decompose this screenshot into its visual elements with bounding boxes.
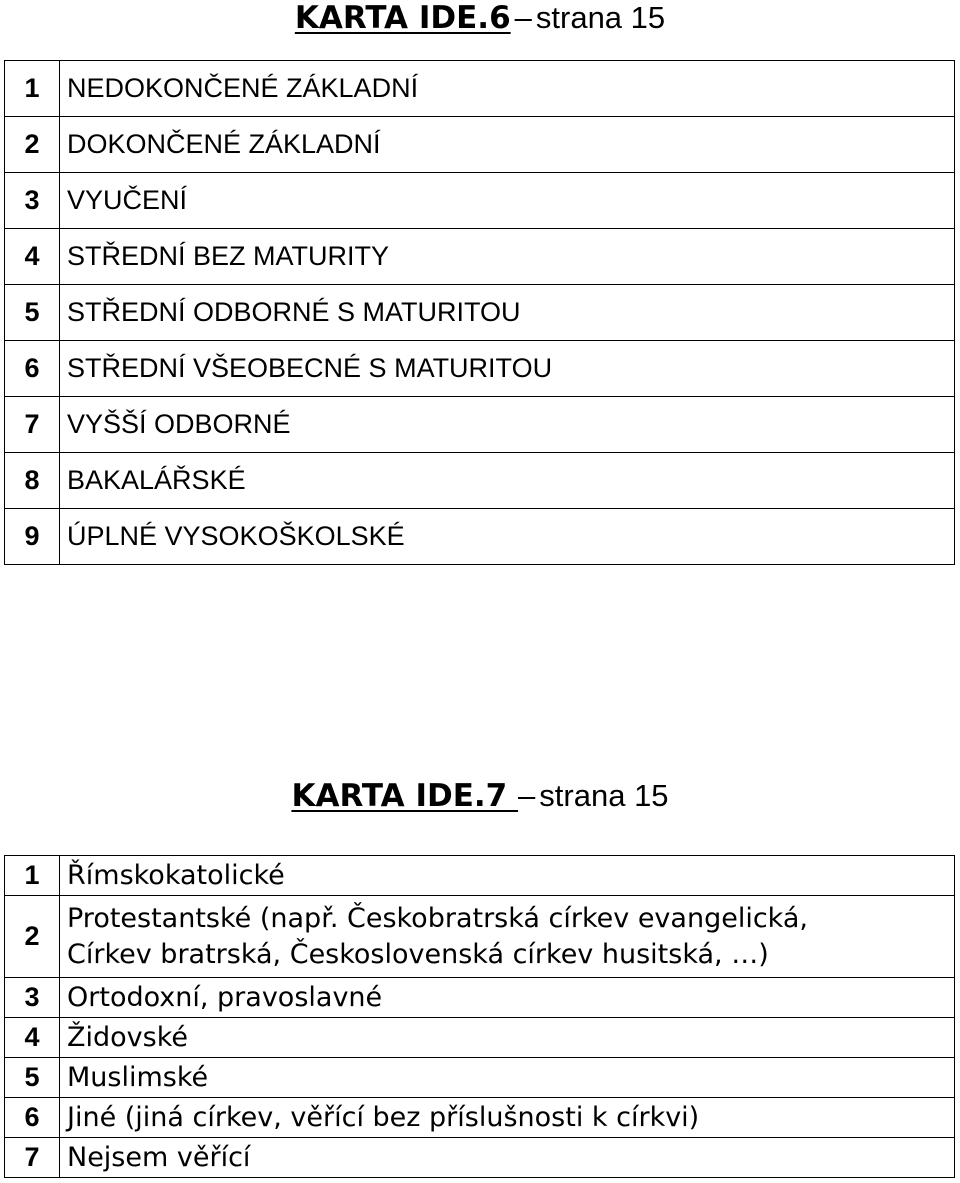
option-label: VYUČENÍ bbox=[60, 173, 955, 229]
option-label: STŘEDNÍ ODBORNÉ S MATURITOU bbox=[60, 285, 955, 341]
option-number: 1 bbox=[5, 61, 60, 117]
option-label: STŘEDNÍ VŠEOBECNÉ S MATURITOU bbox=[60, 341, 955, 397]
card-ide6-title bbox=[0, 0, 960, 36]
table-row bbox=[5, 1018, 955, 1058]
table-row bbox=[5, 509, 955, 565]
option-number: 4 bbox=[5, 1018, 60, 1058]
card-ide7-label: KARTA IDE.7 bbox=[291, 778, 519, 814]
option-label: VYŠŠÍ ODBORNÉ bbox=[60, 397, 955, 453]
option-label: ÚPLNÉ VYSOKOŠKOLSKÉ bbox=[60, 509, 955, 565]
option-number: 2 bbox=[5, 117, 60, 173]
option-number: 9 bbox=[5, 509, 60, 565]
option-label: Nejsem věřící bbox=[60, 1138, 955, 1178]
table-row bbox=[5, 229, 955, 285]
option-number: 6 bbox=[5, 1098, 60, 1138]
table-row bbox=[5, 1138, 955, 1178]
option-label bbox=[60, 896, 955, 978]
option-label-line-2: Církev bratrská, Československá církev husitská, …) bbox=[67, 938, 769, 970]
table-row bbox=[5, 285, 955, 341]
card-ide6-label: KARTA IDE.6 bbox=[294, 0, 511, 36]
option-label: Římskokatolické bbox=[60, 856, 955, 896]
table-row bbox=[5, 61, 955, 117]
table-row bbox=[5, 117, 955, 173]
option-label: NEDOKONČENÉ ZÁKLADNÍ bbox=[60, 61, 955, 117]
table-row bbox=[5, 896, 955, 978]
table-row bbox=[5, 341, 955, 397]
option-label: Muslimské bbox=[60, 1058, 955, 1098]
table-row bbox=[5, 453, 955, 509]
card-ide7-title bbox=[0, 778, 960, 814]
option-label: Židovské bbox=[60, 1018, 955, 1058]
option-number: 5 bbox=[5, 1058, 60, 1098]
option-number: 7 bbox=[5, 1138, 60, 1178]
option-label: STŘEDNÍ BEZ MATURITY bbox=[60, 229, 955, 285]
table-row bbox=[5, 1098, 955, 1138]
option-number: 1 bbox=[5, 856, 60, 896]
table-row bbox=[5, 1058, 955, 1098]
option-label: Ortodoxní, pravoslavné bbox=[60, 978, 955, 1018]
table-row bbox=[5, 856, 955, 896]
option-label-line-1: Protestantské (např. Českobratrská církev evangelická, bbox=[67, 902, 808, 934]
card-ide7-dash: – bbox=[518, 778, 536, 813]
card-ide6-dash: – bbox=[514, 0, 532, 35]
option-number: 2 bbox=[5, 896, 60, 978]
option-number: 7 bbox=[5, 397, 60, 453]
card-ide6-page: strana 15 bbox=[535, 0, 666, 35]
option-number: 3 bbox=[5, 978, 60, 1018]
table-row bbox=[5, 397, 955, 453]
option-label: BAKALÁŘSKÉ bbox=[60, 453, 955, 509]
religion-options-table bbox=[4, 855, 955, 1178]
table-row bbox=[5, 978, 955, 1018]
table-row bbox=[5, 173, 955, 229]
option-number: 8 bbox=[5, 453, 60, 509]
option-label: DOKONČENÉ ZÁKLADNÍ bbox=[60, 117, 955, 173]
option-number: 4 bbox=[5, 229, 60, 285]
option-number: 3 bbox=[5, 173, 60, 229]
option-number: 5 bbox=[5, 285, 60, 341]
card-ide7-page: strana 15 bbox=[539, 778, 669, 813]
education-options-table bbox=[4, 60, 955, 565]
option-label: Jiné (jiná církev, věřící bez příslušnosti k církvi) bbox=[60, 1098, 955, 1138]
option-number: 6 bbox=[5, 341, 60, 397]
